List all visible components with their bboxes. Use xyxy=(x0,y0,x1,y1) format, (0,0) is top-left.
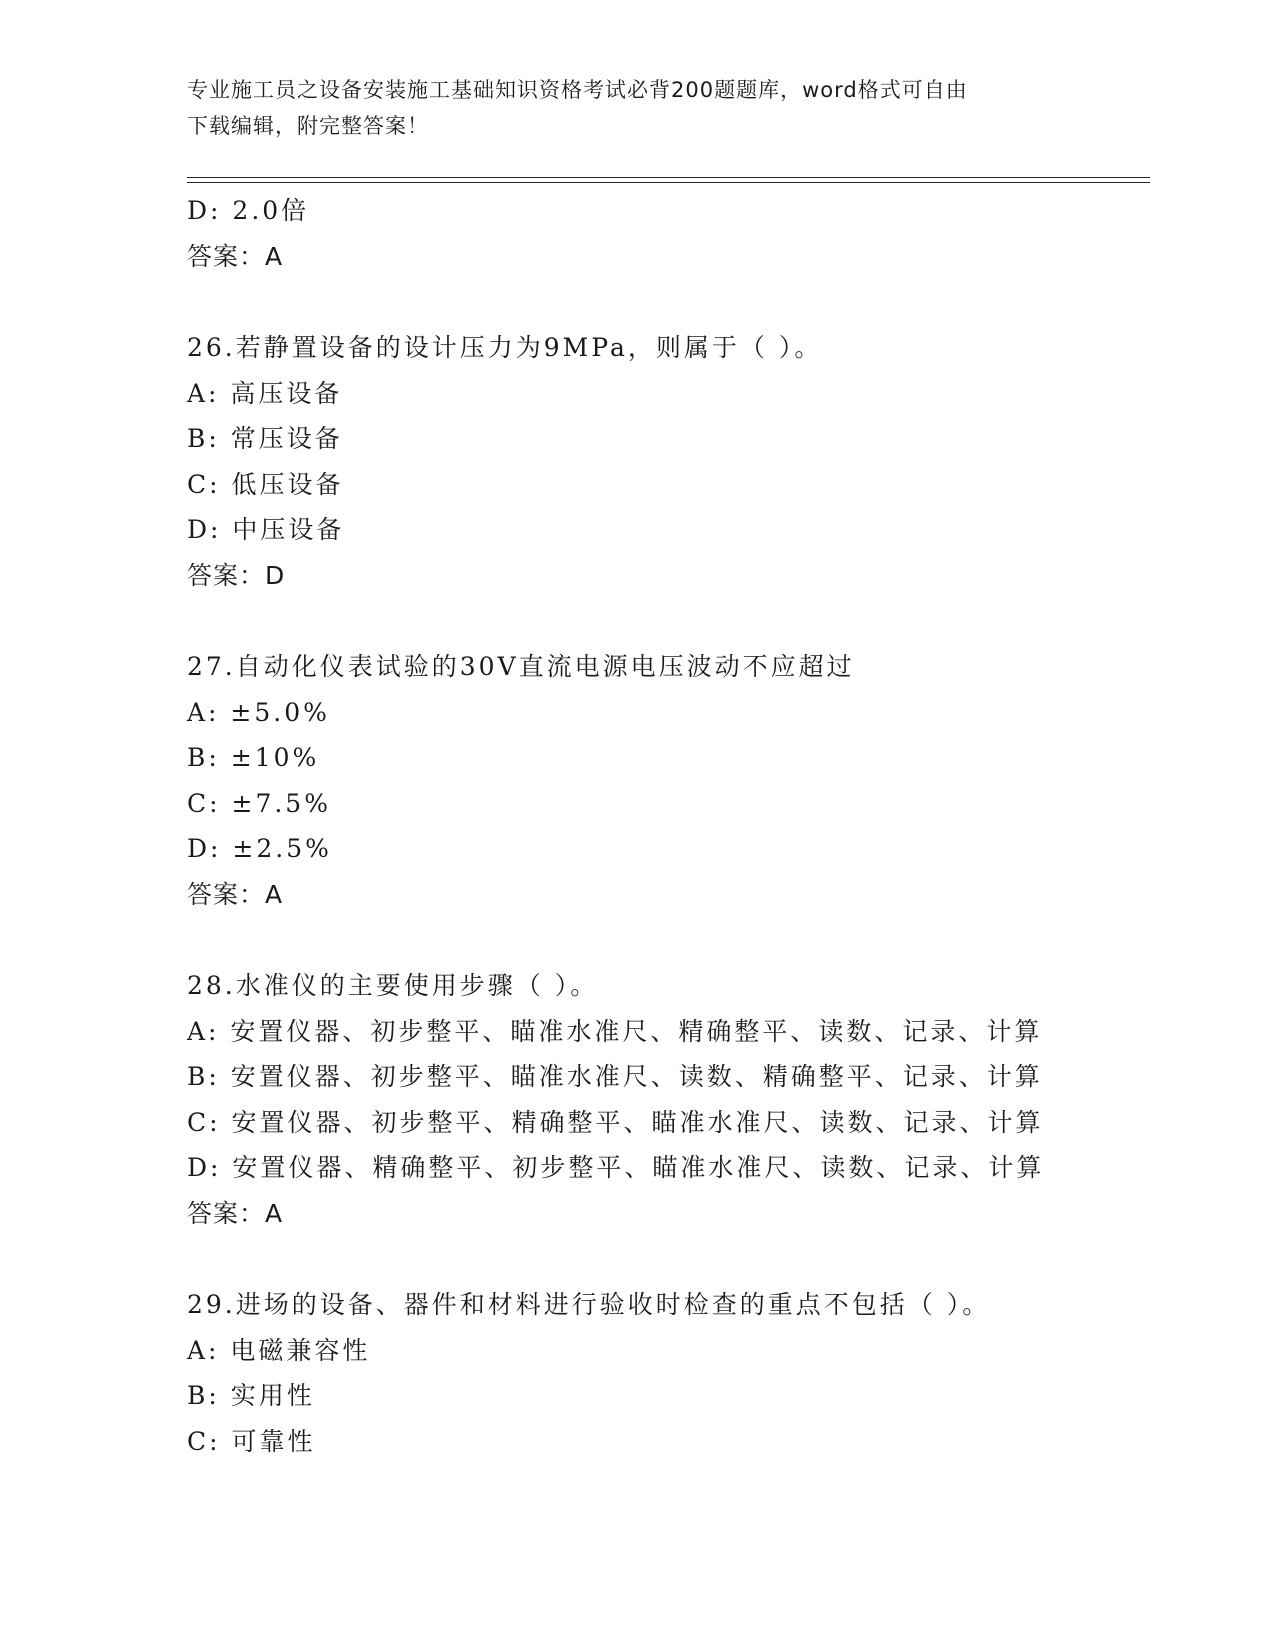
option-line: B: 实用性 xyxy=(187,1381,315,1410)
option-line: C: 低压设备 xyxy=(187,469,344,499)
question-stem: 26.若静置设备的设计压力为9MPa，则属于（ ）。 xyxy=(187,333,823,362)
option-line: A: ±5.0% xyxy=(187,697,330,727)
question-stem: 28.水准仪的主要使用步骤（ ）。 xyxy=(187,971,599,1000)
option-line: B: 安置仪器、初步整平、瞄准水准尺、读数、精确整平、记录、计算 xyxy=(187,1062,1043,1091)
header-divider-bottom xyxy=(187,182,1150,183)
question-content xyxy=(187,188,1150,1464)
answer-line: 答案：D xyxy=(187,560,286,590)
option-line: A: 安置仪器、初步整平、瞄准水准尺、精确整平、读数、记录、计算 xyxy=(187,1016,1043,1046)
option-line: A: 高压设备 xyxy=(187,378,343,408)
option-line: D: 2.0倍 xyxy=(187,196,310,225)
option-line: D: 安置仪器、精确整平、初步整平、瞄准水准尺、读数、记录、计算 xyxy=(187,1153,1045,1182)
option-line: C: ±7.5% xyxy=(187,788,331,818)
header-title-line-2: 下载编辑，附完整答案！ xyxy=(187,114,429,138)
header-title-line-1: 专业施工员之设备安装施工基础知识资格考试必背200题题库，word格式可自由 xyxy=(187,78,968,102)
spacer xyxy=(187,279,1150,325)
header-divider-top xyxy=(187,177,1150,178)
option-line: B: ±10% xyxy=(187,743,320,772)
option-line: A: 电磁兼容性 xyxy=(187,1335,371,1365)
answer-line: 答案：A xyxy=(187,1198,284,1228)
option-line: B: 常压设备 xyxy=(187,424,343,453)
question-stem: 27.自动化仪表试验的30V直流电源电压波动不应超过 xyxy=(187,652,855,681)
answer-line: 答案：A xyxy=(187,241,284,271)
spacer xyxy=(187,598,1150,644)
document-header xyxy=(187,72,1087,144)
spacer xyxy=(187,917,1150,963)
spacer xyxy=(187,1236,1150,1282)
answer-line: 答案：A xyxy=(187,879,284,909)
option-line: C: 安置仪器、初步整平、精确整平、瞄准水准尺、读数、记录、计算 xyxy=(187,1107,1044,1137)
option-line: D: 中压设备 xyxy=(187,515,345,544)
option-line: C: 可靠性 xyxy=(187,1426,316,1456)
option-line: D: ±2.5% xyxy=(187,834,332,863)
question-stem: 29.进场的设备、器件和材料进行验收时检查的重点不包括（ ）。 xyxy=(187,1290,991,1319)
